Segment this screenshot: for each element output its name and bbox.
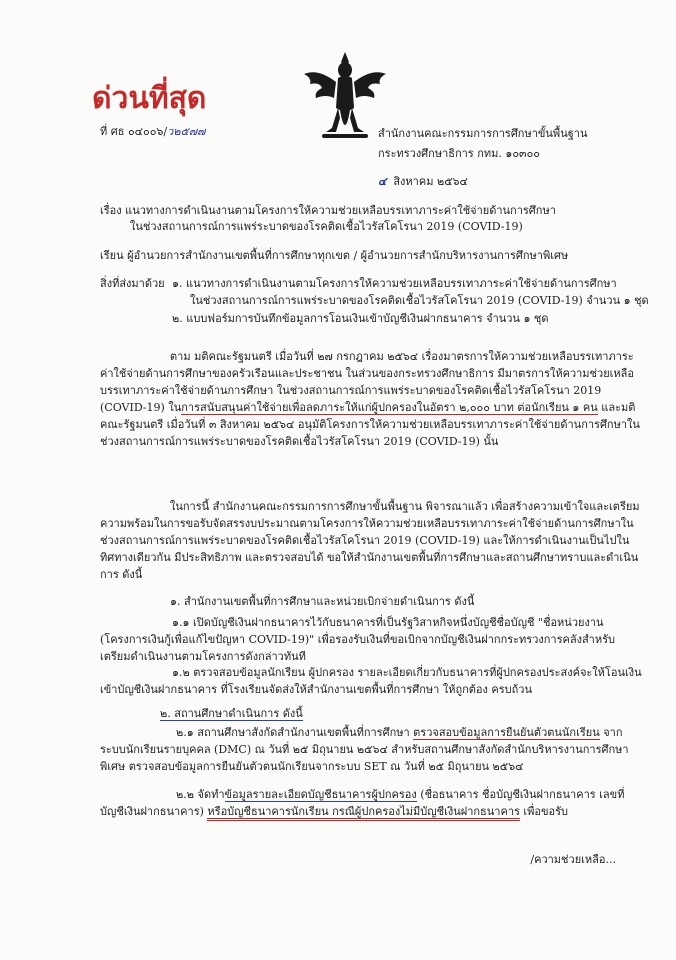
section-2-item-2-text-mid: (ชื่อธนาคาร ชื่อบัญชีเงินฝากธนาคาร เลขที่บัญชีเงินฝากธนาคาร)	[100, 788, 625, 818]
enclosure-item-1: ๑. แนวทางการดำเนินงานตามโครงการให้ความช่วยเหลือบรรเทาภาระค่าใช้จ่ายด้านการศึกษา	[172, 277, 617, 290]
paragraph-background	[100, 348, 645, 450]
section-2-item-1-text: ๒.๑ สถานศึกษาสังกัดสำนักงานเขตพื้นที่การศึกษา	[176, 726, 414, 739]
paragraph-background-text-end: และมติคณะรัฐมนตรี เมื่อวันที่ ๓ สิงหาคม ๒๕๖๔ อนุมัติโครงการให้ความช่วยเหลือบรรเทาภาระค่าใช้จ่ายด้านการศึกษาในช่วงสถานการณ์การแพร่ระบาดของโรคติดเชื้อไวรัสโคโรนา 2019 (COVID-19) นั้น	[100, 401, 640, 448]
issuing-ministry-address: กระทรวงศึกษาธิการ กทม. ๑๐๓๐๐	[378, 147, 541, 160]
paragraph-background-text: ตาม มติคณะรัฐมนตรี เมื่อวันที่ ๒๗ กรกฎาคม ๒๕๖๔ เรื่องมาตรการให้ความช่วยเหลือบรรเทาภาระค่าใช้จ่ายด้านการศึกษาของครัวเรือนและประชาชน ในส่วนของกระทรวงศึกษาธิการ มีมาตรการให้ความช่วยเหลือบรรเทาภาระค่าใช้จ่ายด้านการศึกษา ในช่วงสถานการณ์การแพร่ระบาดของโรคติดเชื้อไวรัสโคโรนา 2019 (COVID-19) ใน	[100, 350, 635, 414]
section-1-heading: ๑. สำนักงานเขตพื้นที่การศึกษาและหน่วยเบิกจ่ายดำเนินการ ดังนี้	[170, 595, 475, 608]
highlighted-support-rate: การสนับสนุนค่าใช้จ่ายเพื่อลดภาระให้แก่ผู้ปกครองในอัตรา ๒,๐๐๐ บาท ต่อนักเรียน ๑ คน	[181, 401, 598, 414]
garuda-emblem-icon	[300, 48, 390, 146]
section-2-item-2-text: ๒.๒ จัดทำ	[176, 788, 225, 801]
section-1-item-1: ๑.๑ เปิดบัญชีเงินฝากธนาคารไว้กับธนาคารที่เป็นรัฐวิสาหกิจหนึ่งบัญชีชื่อบัญชี "ชื่อหน่วยงาน (โครงการเงินกู้เพื่อแก้ไขปัญหา COVID-19)" เพื่อรองรับเงินที่ขอเบิกจากบัญชีเงินฝากกระทรวงการคลังสำหรับเตรียมดำเนินงานตามโครงการดังกล่าวทันที	[100, 616, 615, 663]
urgency-stamp: ด่วนที่สุด	[92, 81, 207, 116]
section-2-heading-text: ๒. สถานศึกษาดำเนินการ ดังนี้	[160, 707, 303, 720]
letter-date	[378, 174, 468, 190]
enclosure-item-2: ๒. แบบฟอร์มการบันทึกข้อมูลการโอนเงินเข้าบัญชีเงินฝากธนาคาร จำนวน ๑ ชุด	[172, 312, 549, 325]
section-2-heading	[160, 706, 303, 722]
subject-line-2: ในช่วงสถานการณ์การแพร่ระบาดของโรคติดเชื้อไวรัสโคโรนา 2019 (COVID-19)	[130, 220, 523, 233]
document-number	[100, 124, 205, 140]
section-1-item-2: ๑.๒ ตรวจสอบข้อมูลนักเรียน ผู้ปกครอง รายละเอียดเกี่ยวกับธนาคารที่ผู้ปกครองประสงค์จะให้โอนเงินเข้าบัญชีเงินฝากธนาคาร ที่โรงเรียนจัดส่งให้สำนักงานเขตพื้นที่การศึกษา ให้ถูกต้อง ครบถ้วน	[100, 666, 642, 696]
document-number-handwritten: ว๒๕๗๗	[167, 125, 206, 138]
subject-line-1: เรื่อง แนวทางการดำเนินงานตามโครงการให้ความช่วยเหลือบรรเทาภาระค่าใช้จ่ายด้านการศึกษา	[100, 204, 556, 217]
section-2-item-1-highlight: ตรวจสอบข้อมูลการยืนยันตัวตนนักเรียน	[413, 726, 600, 739]
date-day-handwritten: ๔	[378, 175, 387, 188]
section-2-item-1	[100, 724, 645, 775]
date-month-year: สิงหาคม ๒๕๖๔	[393, 175, 468, 188]
issuing-office: สำนักงานคณะกรรมการการศึกษาขั้นพื้นฐาน	[378, 127, 588, 140]
document-number-prefix: ที่ ศธ ๐๔๐๐๖/	[100, 125, 168, 138]
enclosure-item-1-cont: ในช่วงสถานการณ์การแพร่ระบาดของโรคติดเชื้อไวรัสโคโรนา 2019 (COVID-19) จำนวน ๑ ชุด	[190, 294, 649, 307]
enclosures-label: สิ่งที่ส่งมาด้วย	[100, 277, 165, 290]
section-2-item-2-highlight-2: หรือบัญชีธนาคารนักเรียน กรณีผู้ปกครองไม่มีบัญชีเงินฝากธนาคาร	[207, 805, 520, 821]
section-2-item-1-text-end: จากระบบนักเรียนรายบุคคล (DMC) ณ วันที่ ๒๕ มิถุนายน ๒๕๖๔ สำหรับสถานศึกษาสังกัดสำนักบริหารงานการศึกษาพิเศษ ตรวจสอบข้อมูลการยืนยันตัวตนนักเรียนจากระบบ SET ณ วันที่ ๒๕ มิถุนายน ๒๕๖๔	[100, 726, 629, 773]
paragraph-request: ในการนี้ สำนักงานคณะกรรมการการศึกษาขั้นพื้นฐาน พิจารณาแล้ว เพื่อสร้างความเข้าใจและเตรียมความพร้อมในการขอรับจัดสรรงบประมาณตามโครงการให้ความช่วยเหลือบรรเทาภาระค่าใช้จ่ายด้านการศึกษาในช่วงสถานการณ์การแพร่ระบาดของโรคติดเชื้อไวรัสโคโรนา 2019 (COVID-19) และให้การดำเนินงานเป็นไปในทิศทางเดียวกัน มีประสิทธิภาพ และตรวจสอบได้ ขอให้สำนักงานเขตพื้นที่การศึกษาและสถานศึกษาทราบและดำเนินการ ดังนี้	[100, 500, 640, 581]
salutation: เรียน ผู้อำนวยการสำนักงานเขตพื้นที่การศึกษาทุกเขต / ผู้อำนวยการสำนักบริหารงานการศึกษาพิเศษ	[100, 249, 569, 262]
section-2-item-2-text-end: เพื่อขอรับ	[519, 805, 569, 818]
section-2-item-2	[100, 786, 645, 820]
continuation-marker: /ความช่วยเหลือ...	[530, 853, 616, 866]
section-2-item-2-highlight: ข้อมูลรายละเอียดบัญชีธนาคารผู้ปกครอง	[224, 788, 417, 801]
